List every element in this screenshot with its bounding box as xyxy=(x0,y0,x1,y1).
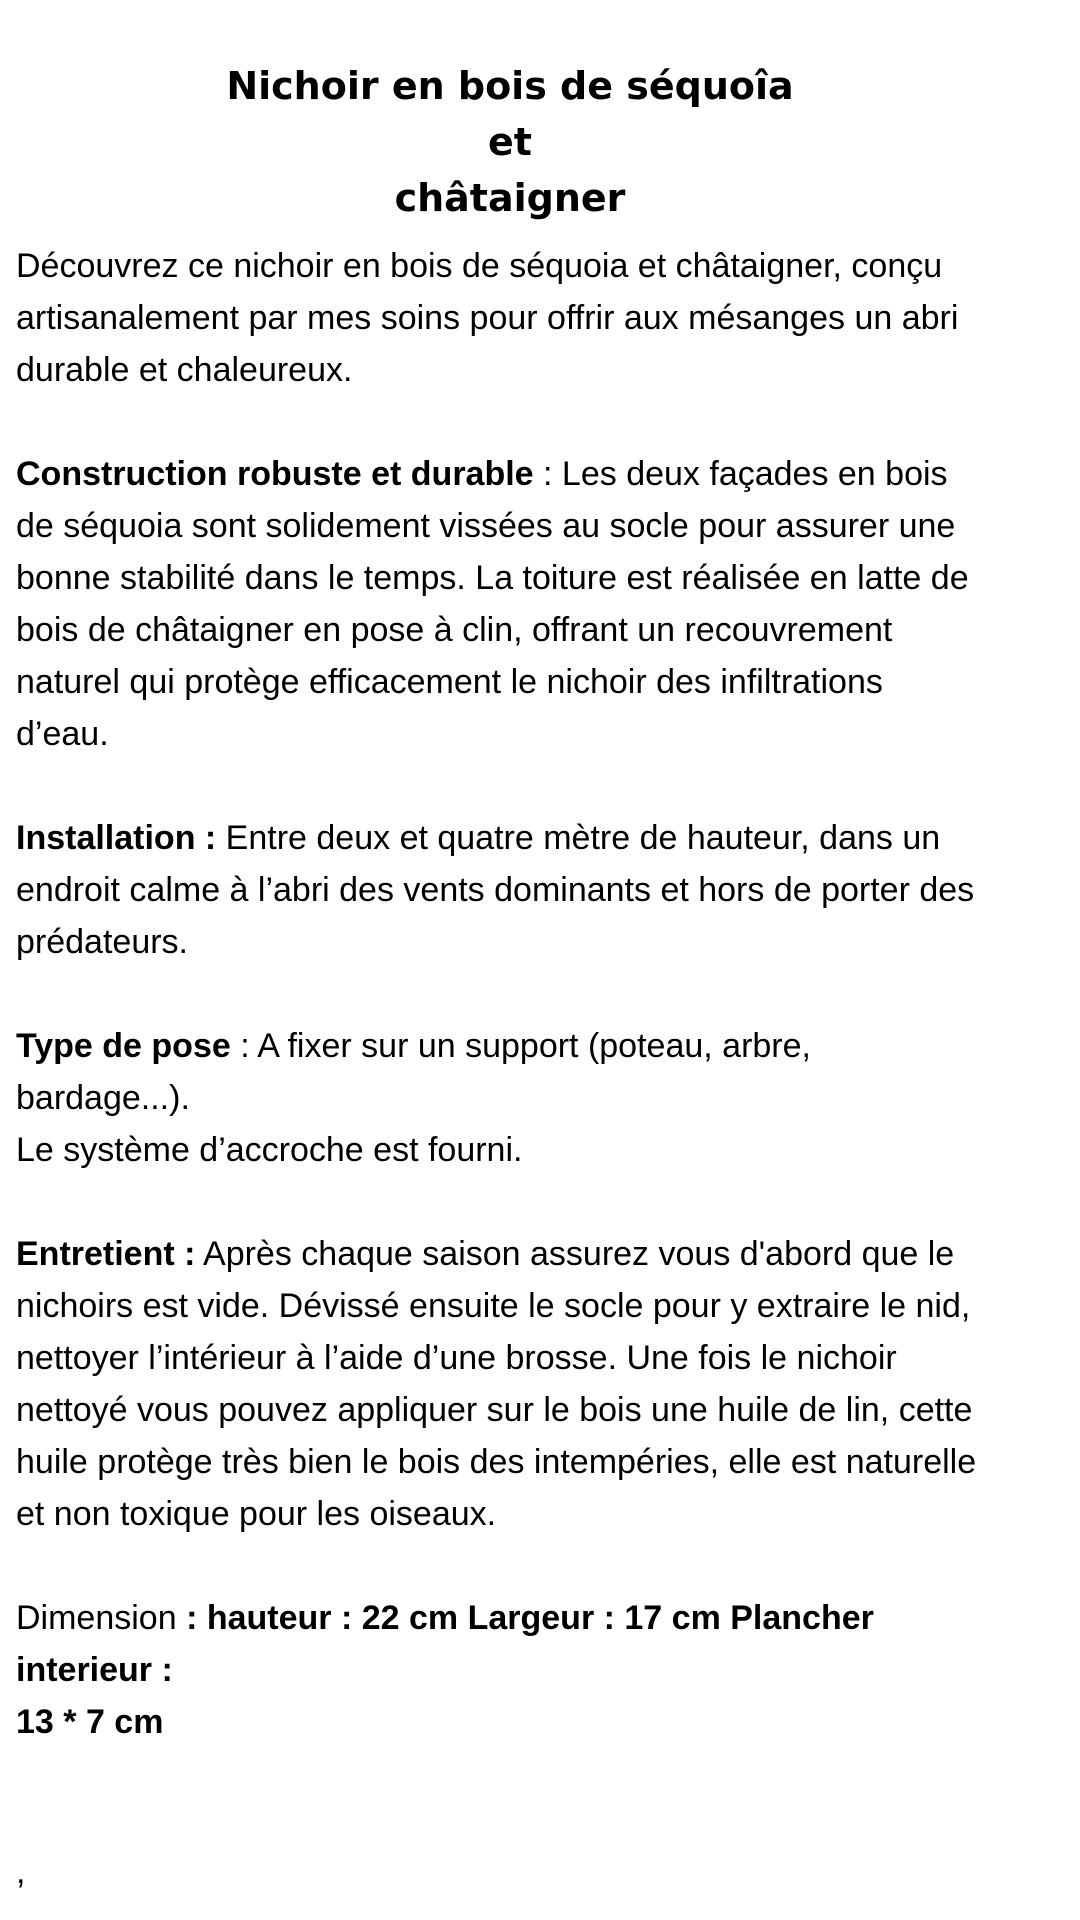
pose-paragraph xyxy=(16,1020,1076,1176)
installation-paragraph xyxy=(16,812,1076,968)
pose-line-2: bardage...). xyxy=(16,1079,190,1117)
intro-line-2: artisanalement par mes soins pour offrir aux mésanges un abri xyxy=(16,299,959,337)
dimension-line-3: 13 * 7 cm xyxy=(16,1703,164,1741)
construction-line-4: bois de châtaigner en pose à clin, offrant un recouvrement xyxy=(16,611,893,649)
dimension-label: Dimension xyxy=(16,1599,187,1637)
entretien-paragraph xyxy=(16,1228,1076,1540)
entretien-line-1 xyxy=(16,1228,1076,1280)
pose-label: Type de pose xyxy=(16,1027,231,1065)
title-line-1: Nichoir en bois de séquoîa et xyxy=(226,64,794,164)
installation-line-2: endroit calme à l’abri des vents dominants et hors de porter des xyxy=(16,871,975,909)
construction-paragraph xyxy=(16,448,1076,760)
entretien-line-3: nettoyer l’intérieur à l’aide d’une brosse. Une fois le nichoir xyxy=(16,1339,897,1377)
entretien-label: Entretient : xyxy=(16,1235,196,1273)
construction-label: Construction robuste et durable xyxy=(16,455,534,493)
installation-label: Installation : xyxy=(16,819,217,857)
entretien-line-4: nettoyé vous pouvez appliquer sur le bois une huile de lin, cette xyxy=(16,1391,973,1429)
installation-line-1 xyxy=(16,812,1076,864)
dimension-line-1 xyxy=(16,1592,1076,1644)
dimension-paragraph xyxy=(16,1592,1076,1748)
construction-line-6: d’eau. xyxy=(16,715,109,753)
title-line-2: châtaigner xyxy=(394,176,626,220)
pose-text-1: : A fixer sur un support (poteau, arbre, xyxy=(230,1027,811,1065)
intro-line-1: Découvrez ce nichoir en bois de séquoia et châtaigner, conçu xyxy=(16,247,943,285)
construction-line-2: de séquoia sont solidement vissées au socle pour assurer une xyxy=(16,507,956,545)
construction-line-1 xyxy=(16,448,1076,500)
dimension-line-2: interieur : xyxy=(16,1651,173,1689)
intro-paragraph xyxy=(16,240,1076,396)
pose-line-1 xyxy=(16,1020,1076,1072)
page-title xyxy=(200,58,820,226)
pose-line-3: Le système d’accroche est fourni. xyxy=(16,1131,523,1169)
installation-text-1: Entre deux et quatre mètre de hauteur, dans un xyxy=(216,819,941,857)
entretien-text-1: Après chaque saison assurez vous d'abord que le xyxy=(195,1235,955,1273)
intro-line-3: durable et chaleureux. xyxy=(16,351,353,389)
entretien-line-2: nichoirs est vide. Dévissé ensuite le socle pour y extraire le nid, xyxy=(16,1287,971,1325)
construction-line-3: bonne stabilité dans le temps. La toiture est réalisée en latte de xyxy=(16,559,969,597)
entretien-line-5: huile protège très bien le bois des intempéries, elle est naturelle xyxy=(16,1443,977,1481)
trailing-comma: , xyxy=(16,1853,26,1891)
construction-line-5: naturel qui protège efficacement le nichoir des infiltrations xyxy=(16,663,883,701)
entretien-line-6: et non toxique pour les oiseaux. xyxy=(16,1495,497,1533)
description-body xyxy=(16,240,1076,1748)
dimension-text-1: : hauteur : 22 cm Largeur : 17 cm Plancher xyxy=(186,1599,874,1637)
construction-text-1: : Les deux façades en bois xyxy=(533,455,948,493)
installation-line-3: prédateurs. xyxy=(16,923,188,961)
